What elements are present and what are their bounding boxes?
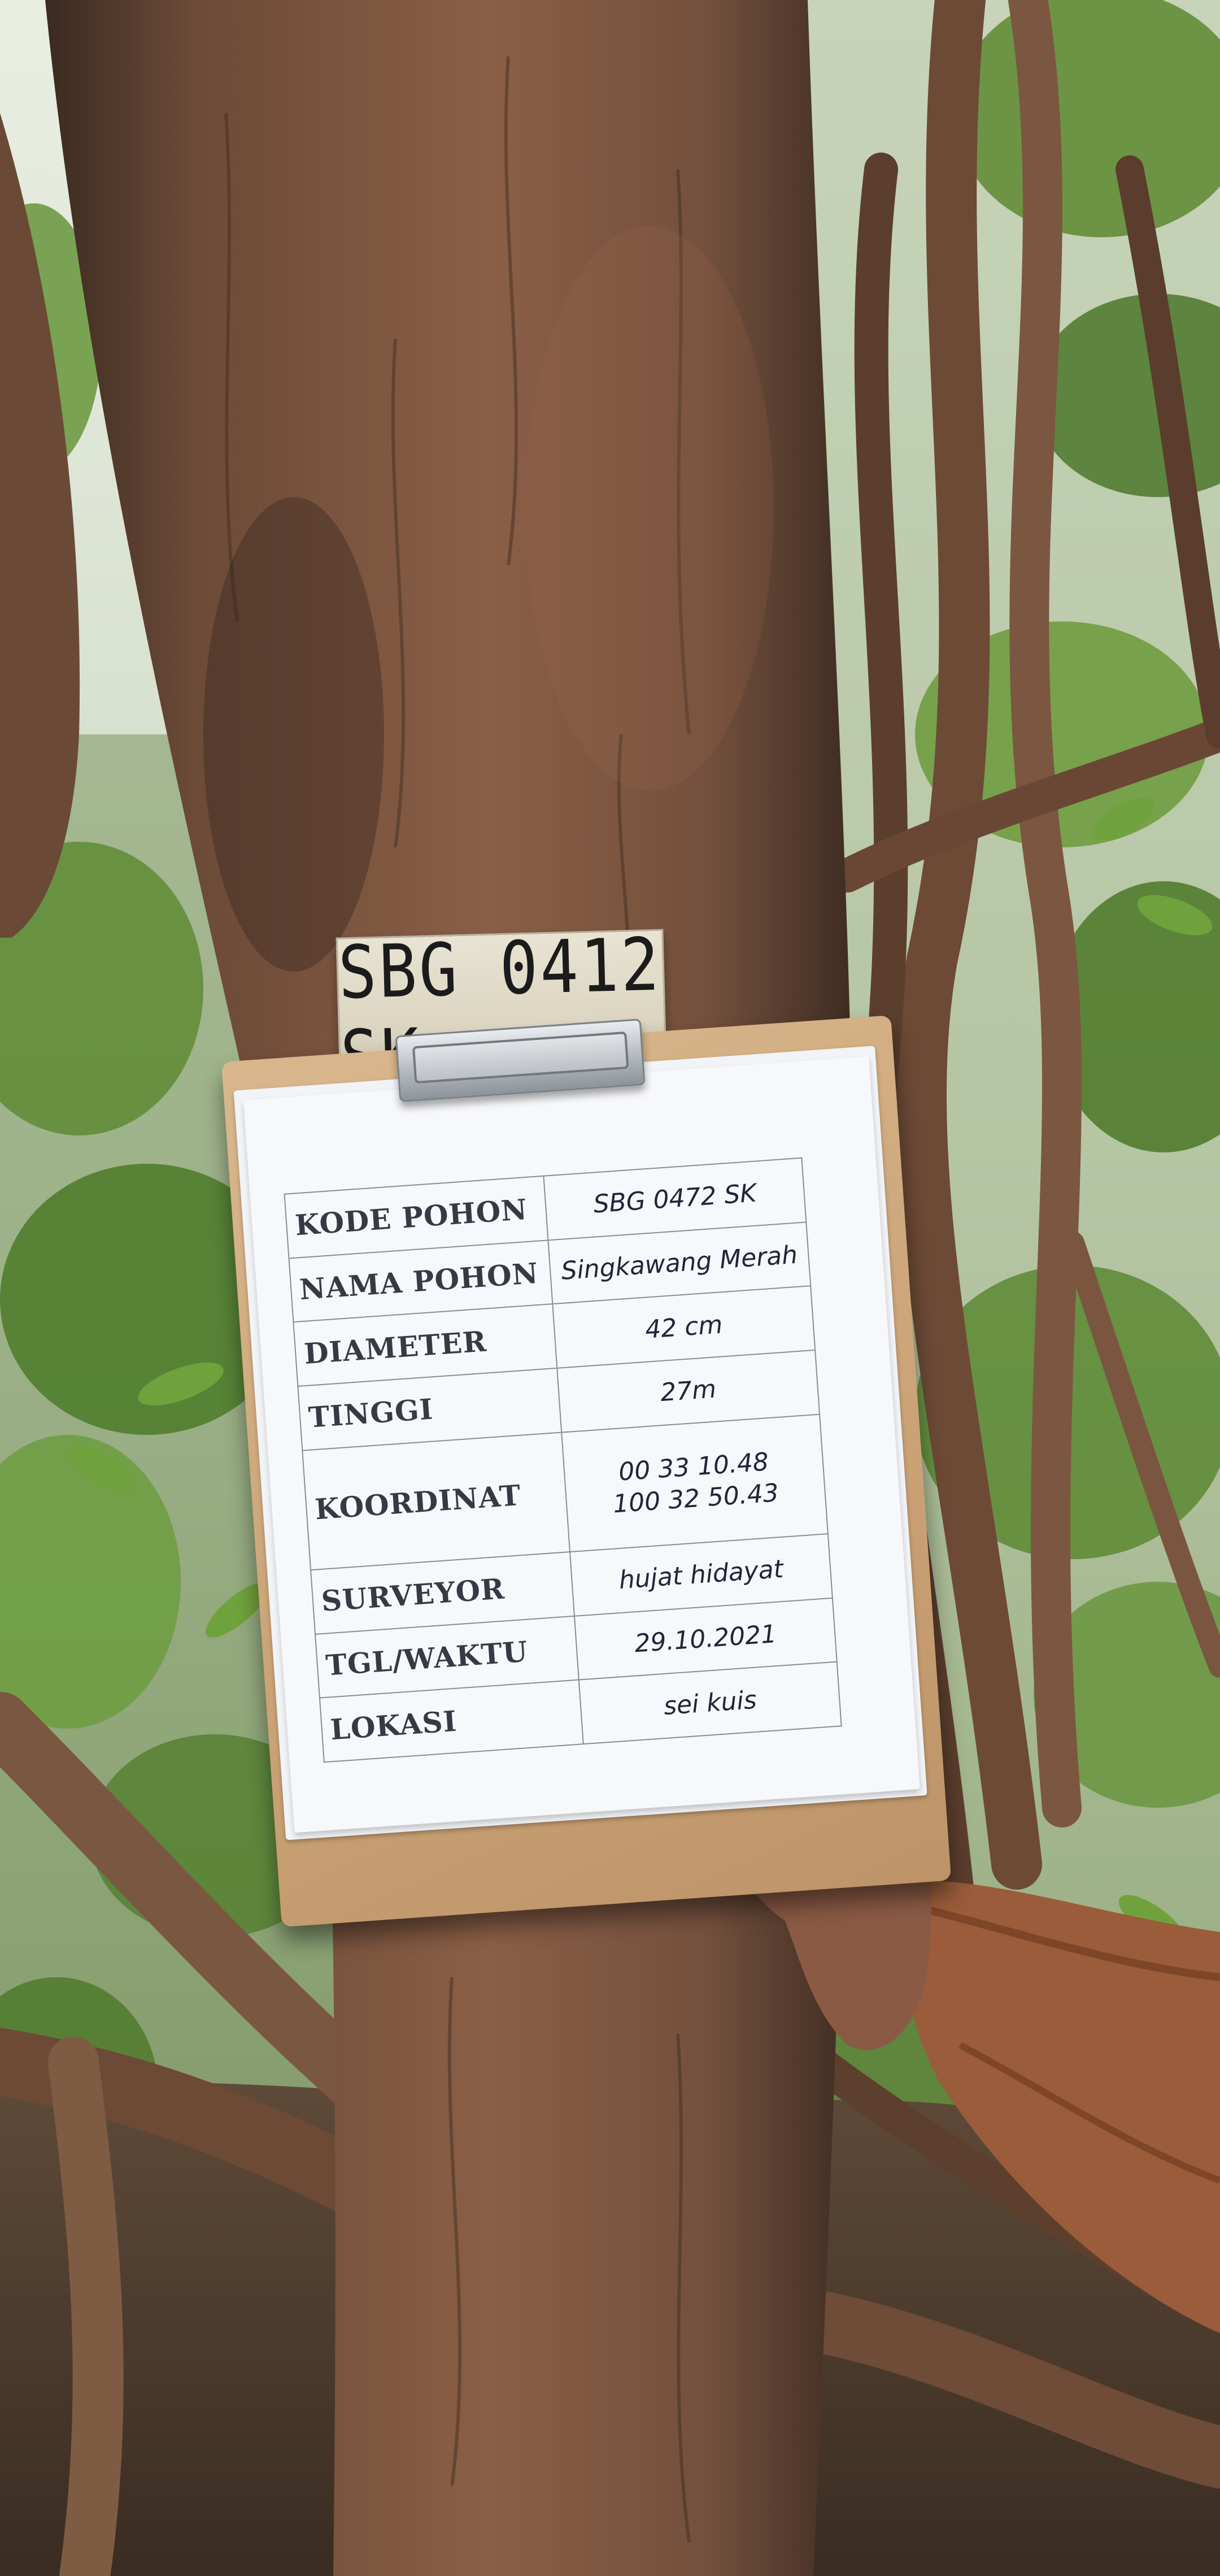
label-lokasi: LOKASI (320, 1680, 583, 1763)
value-surveyor: hujat hidayat (570, 1534, 833, 1616)
value-kode-pohon: SBG 0472 SK (543, 1158, 806, 1240)
label-surveyor: SURVEYOR (311, 1552, 574, 1634)
value-diameter: 42 cm (552, 1286, 815, 1368)
value-lokasi: sei kuis (579, 1662, 842, 1744)
survey-form-table (284, 1158, 842, 1763)
koordinat-line-2: 100 32 50.43 (612, 1478, 780, 1519)
tree-tag-code: SBG 0412 (337, 923, 663, 1016)
label-nama-pohon: NAMA POHON (289, 1240, 553, 1322)
clip-window (412, 1032, 629, 1084)
value-tinggi: 27m (557, 1350, 820, 1432)
label-koordinat: KOORDINAT (302, 1432, 570, 1570)
label-diameter: DIAMETER (293, 1304, 557, 1386)
clipboard (221, 1015, 951, 1927)
value-tgl-waktu: 29.10.2021 (574, 1598, 837, 1679)
label-tinggi: TINGGI (298, 1368, 561, 1450)
survey-form-sheet (243, 1056, 920, 1833)
label-tgl-waktu: TGL/WAKTU (315, 1616, 579, 1698)
value-nama-pohon: Singkawang Merah (548, 1222, 811, 1304)
value-koordinat (561, 1414, 828, 1552)
label-kode-pohon: KODE POHON (285, 1176, 548, 1258)
koordinat-line-1: 00 33 10.48 (617, 1447, 770, 1487)
